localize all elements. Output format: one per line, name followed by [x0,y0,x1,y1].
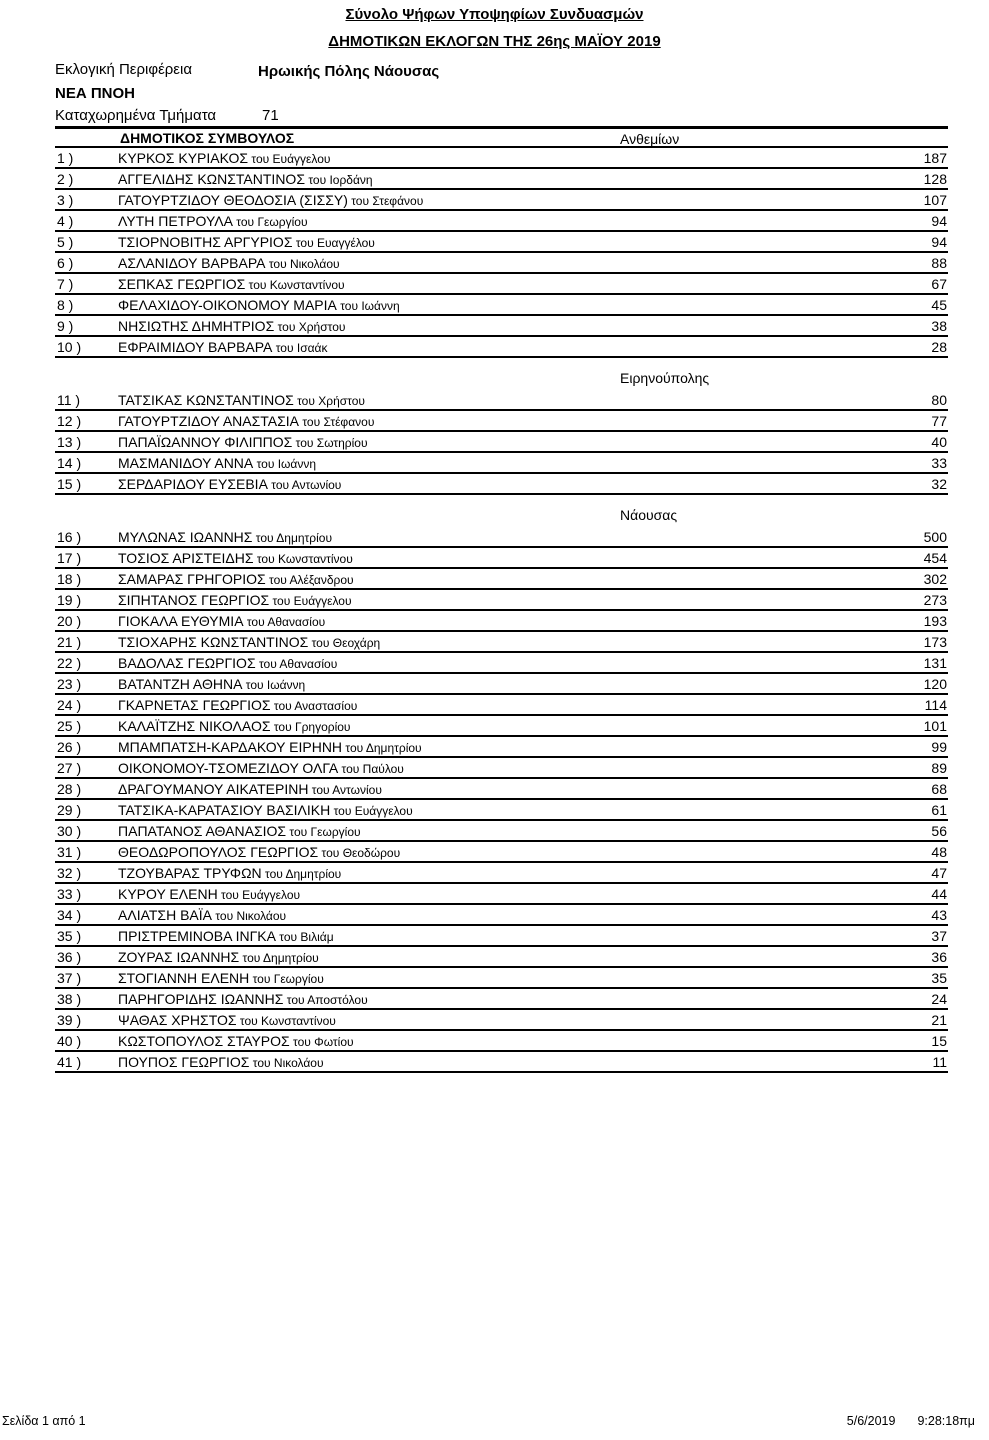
votes-value: 28 [931,338,947,355]
candidate-fullname: ΚΩΣΤΟΠΟΥΛΟΣ ΣΤΑΥΡΟΣ [118,1032,290,1049]
section-label-anthemion: Ανθεμίων [620,131,680,147]
candidate-name [118,571,924,587]
candidate-fullname: ΑΓΓΕΛΙΔΗΣ ΚΩΝΣΤΑΝΤΙΝΟΣ [118,170,305,187]
candidate-name [118,592,924,608]
candidate-fullname: ΨΑΘΑΣ ΧΡΗΣΤΟΣ [118,1011,237,1028]
candidate-fullname: ΦΕΛΑΧΙΔΟΥ-ΟΙΚΟΝΟΜΟΥ ΜΑΡΙΑ [118,296,337,313]
candidate-patronymic: του Γεωργίου [286,824,361,839]
candidate-row [55,316,948,337]
candidate-patronymic: του Αθανασίου [243,614,326,629]
footer-time: 9:28:18πμ [917,1414,975,1428]
candidate-fullname: ΚΑΛΑΪΤΖΗΣ ΝΙΚΟΛΑΟΣ [118,717,271,734]
row-number: 19 ) [57,591,82,608]
candidate-fullname: ΤΖΟΥΒΑΡΑΣ ΤΡΥΦΩΝ [118,864,262,881]
candidate-row [55,947,948,968]
candidate-row [55,148,948,169]
votes-value: 40 [931,433,947,450]
candidate-fullname: ΑΛΙΑΤΣΗ ΒΑΪΑ [118,906,212,923]
candidate-patronymic: του Θεοχάρη [308,635,381,650]
candidate-name [118,434,931,450]
votes-value: 80 [931,391,947,408]
candidate-row [55,295,948,316]
candidate-name [118,781,931,797]
candidate-name [118,1033,931,1049]
candidate-name [118,339,931,355]
candidate-name [118,550,924,566]
row-number: 6 ) [57,254,74,271]
candidate-fullname: ΤΑΤΣΙΚΑ-ΚΑΡΑΤΑΣΙΟΥ ΒΑΣΙΛΙΚΗ [118,801,331,818]
candidate-patronymic: του Παύλου [338,761,404,776]
row-number: 17 ) [57,549,82,566]
row-number: 7 ) [57,275,74,292]
footer-datetime [847,1414,986,1428]
votes-value: 77 [931,412,947,429]
candidate-row [55,842,948,863]
row-number: 35 ) [57,927,82,944]
row-number: 16 ) [57,528,82,545]
candidate-patronymic: του Ευάγγελου [217,887,301,902]
candidate-fullname: ΠΡΙΣΤΡΕΜΙΝΟΒΑ ΙΝΓΚΑ [118,927,276,944]
candidate-name [118,655,924,671]
candidate-name [118,1012,931,1028]
candidate-row [55,1052,948,1073]
row-number: 21 ) [57,633,82,650]
candidate-row [55,695,948,716]
row-number: 13 ) [57,433,82,450]
candidate-row [55,863,948,884]
candidate-fullname: ΚΥΡΚΟΣ ΚΥΡΙΑΚΟΣ [118,149,249,166]
candidate-fullname: ΕΦΡΑΙΜΙΔΟΥ ΒΑΡΒΑΡΑ [118,338,273,355]
row-number: 12 ) [57,412,82,429]
candidate-name [118,970,931,986]
section-divider [55,358,948,390]
candidate-name [118,886,931,902]
candidate-row [55,632,948,653]
candidate-patronymic: του Ιωάννη [242,677,306,692]
registered-sections-label: Καταχωρημένα Τμήματα [55,107,217,124]
candidate-fullname: ΤΟΣΙΟΣ ΑΡΙΣΤΕΙΔΗΣ [118,549,254,566]
candidate-name [118,949,931,965]
candidate-row [55,411,948,432]
candidate-row [55,474,948,495]
candidate-row [55,716,948,737]
votes-value: 173 [923,633,947,650]
candidate-fullname: ΔΡΑΓΟΥΜΑΝΟΥ ΑΙΚΑΤΕΡΙΝΗ [118,780,309,797]
row-number: 15 ) [57,475,82,492]
candidate-patronymic: του Δημητρίου [252,530,333,545]
votes-value: 101 [923,717,947,734]
candidate-patronymic: του Νικολάου [249,1055,324,1070]
section-label: Ειρηνούπολης [620,370,710,386]
candidate-patronymic: του Στεφάνου [347,193,424,208]
footer-date: 5/6/2019 [846,1414,896,1428]
candidate-name [118,255,931,271]
report-title [0,6,989,23]
row-number: 38 ) [57,990,82,1007]
candidate-name [118,150,924,166]
row-number: 1 ) [57,149,74,166]
votes-value: 61 [931,801,947,818]
section-divider [55,495,948,527]
votes-value: 273 [923,591,947,608]
electoral-district-value: Ηρωικής Πόλης Νάουσας [258,63,440,80]
electoral-district-label: Εκλογική Περιφέρεια [55,61,192,78]
candidate-fullname: ΓΙΟΚΑΛΑ ΕΥΘΥΜΙΑ [118,612,244,629]
candidate-row [55,169,948,190]
votes-value: 302 [923,570,947,587]
candidate-fullname: ΖΟΥΡΑΣ ΙΩΑΝΝΗΣ [118,948,240,965]
candidate-row [55,758,948,779]
candidate-name [118,844,931,860]
row-number: 41 ) [57,1053,82,1070]
candidate-fullname: ΣΙΠΗΤΑΝΟΣ ΓΕΩΡΓΙΟΣ [118,591,270,608]
candidate-fullname: ΜΠΑΜΠΑΤΣΗ-ΚΑΡΔΑΚΟΥ ΕΙΡΗΝΗ [118,738,343,755]
row-number: 4 ) [57,212,74,229]
candidate-fullname: ΤΣΙΟΧΑΡΗΣ ΚΩΝΣΤΑΝΤΙΝΟΣ [118,633,309,650]
candidate-patronymic: του Δημητρίου [342,740,422,755]
row-number: 33 ) [57,885,82,902]
candidate-name [118,297,931,313]
candidate-fullname: ΣΤΟΓΙΑΝΝΗ ΕΛΕΝΗ [118,969,250,986]
votes-value: 33 [931,454,947,471]
candidate-patronymic: του Αποστόλου [283,992,368,1007]
candidate-patronymic: του Χρήστου [274,319,346,334]
row-number: 20 ) [57,612,82,629]
votes-value: 37 [931,927,947,944]
candidate-fullname: ΓΑΤΟΥΡΤΖΙΔΟΥ ΘΕΟΔΟΣΙΑ (ΣΙΣΣΥ) [118,191,348,208]
candidate-fullname: ΠΟΥΠΟΣ ΓΕΩΡΓΙΟΣ [118,1053,250,1070]
candidate-fullname: ΠΑΠΑΪΩΑΝΝΟΥ ΦΙΛΙΠΠΟΣ [118,433,293,450]
votes-value: 56 [931,822,947,839]
row-number: 36 ) [57,948,82,965]
votes-value: 67 [931,275,947,292]
votes-value: 38 [931,317,947,334]
candidate-row [55,884,948,905]
candidate-row [55,1010,948,1031]
candidate-row [55,432,948,453]
party-name: ΝΕΑ ΠΝΟΗ [55,85,136,102]
row-number: 27 ) [57,759,82,776]
table-header-row [55,129,948,148]
row-number: 5 ) [57,233,74,250]
votes-value: 107 [923,191,947,208]
candidate-patronymic: του Ιωάννη [336,298,400,313]
candidate-name [118,276,931,292]
votes-value: 94 [931,212,947,229]
candidate-name [118,318,931,334]
votes-value: 48 [931,843,947,860]
votes-value: 500 [923,528,947,545]
votes-value: 114 [924,696,947,713]
votes-value: 193 [923,612,947,629]
candidate-row [55,653,948,674]
candidate-row [55,611,948,632]
row-number: 22 ) [57,654,82,671]
row-number: 14 ) [57,454,82,471]
candidate-patronymic: του Ευάγγελου [330,803,413,818]
candidate-fullname: ΠΑΡΗΓΟΡΙΔΗΣ ΙΩΑΝΝΗΣ [118,990,284,1007]
candidate-fullname: ΜΥΛΩΝΑΣ ΙΩΑΝΝΗΣ [118,528,253,545]
candidate-fullname: ΠΑΠΑΤΑΝΟΣ ΑΘΑΝΑΣΙΟΣ [118,822,287,839]
report-subtitle-text: ΔΗΜΟΤΙΚΩΝ ΕΚΛΟΓΩΝ ΤΗΣ 26ης ΜΑΪΟΥ 2019 [328,33,661,50]
votes-value: 68 [931,780,947,797]
votes-value: 131 [923,654,947,671]
votes-value: 44 [931,885,947,902]
registered-sections-value: 71 [262,107,279,124]
votes-value: 89 [931,759,947,776]
row-number: 34 ) [57,906,82,923]
candidate-fullname: ΣΕΠΚΑΣ ΓΕΩΡΓΙΟΣ [118,275,246,292]
candidate-patronymic: του Σωτηρίου [292,435,368,450]
candidate-fullname: ΣΑΜΑΡΑΣ ΓΡΗΓΟΡΙΟΣ [118,570,266,587]
candidate-name [118,823,931,839]
candidate-fullname: ΣΕΡΔΑΡΙΔΟΥ ΕΥΣΕΒΙΑ [118,475,268,492]
section-label: Νάουσας [620,507,678,523]
candidate-fullname: ΒΑΔΟΛΑΣ ΓΕΩΡΓΙΟΣ [118,654,256,671]
candidate-name [118,213,931,229]
votes-value: 47 [931,864,947,881]
candidate-patronymic: του Ιορδάνη [304,172,373,187]
candidate-row [55,1031,948,1052]
candidate-patronymic: του Κωνσταντίνου [253,551,353,566]
votes-value: 24 [931,990,947,1007]
row-number: 26 ) [57,738,82,755]
candidate-name [118,392,931,408]
candidate-name [118,760,931,776]
candidate-row [55,211,948,232]
votes-value: 88 [931,254,947,271]
table-header-office: ΔΗΜΟΤΙΚΟΣ ΣΥΜΒΟΥΛΟΣ [120,130,295,146]
candidate-row [55,453,948,474]
candidate-row [55,989,948,1010]
votes-value: 128 [923,170,947,187]
candidate-patronymic: του Στέφανου [299,414,375,429]
candidate-patronymic: του Νικολάου [265,256,340,271]
candidate-name [118,865,931,881]
candidate-patronymic: του Αναστασίου [270,698,358,713]
votes-value: 454 [923,549,947,566]
candidate-name [118,907,931,923]
candidate-name [118,476,931,492]
votes-value: 36 [931,948,947,965]
votes-value: 11 [932,1053,947,1070]
candidate-fullname: ΑΣΛΑΝΙΔΟΥ ΒΑΡΒΑΡΑ [118,254,266,271]
candidate-fullname: ΓΚΑΡΝΕΤΑΣ ΓΕΩΡΓΙΟΣ [118,696,271,713]
candidate-row [55,274,948,295]
candidate-patronymic: του Ευάγγελου [248,151,331,166]
candidate-row [55,253,948,274]
row-number: 8 ) [57,296,74,313]
votes-value: 32 [931,475,947,492]
row-number: 32 ) [57,864,82,881]
candidate-name [118,1054,932,1070]
candidate-patronymic: του Αντωνίου [267,477,342,492]
candidate-row [55,968,948,989]
row-number: 30 ) [57,822,82,839]
candidate-row [55,527,948,548]
votes-value: 99 [931,738,947,755]
candidate-patronymic: του Ισαάκ [272,340,328,355]
candidate-patronymic: του Γεωργίου [249,971,324,986]
page-indicator: Σελίδα 1 από 1 [2,1414,86,1428]
candidate-name [118,529,924,545]
candidate-row [55,190,948,211]
candidate-patronymic: του Αθανασίου [255,656,338,671]
votes-value: 21 [931,1011,947,1028]
candidate-row [55,390,948,411]
candidate-fullname: ΒΑΤΑΝΤΖΗ ΑΘΗΝΑ [118,675,243,692]
candidate-patronymic: του Γεωργίου [232,214,308,229]
candidate-fullname: ΤΣΙΟΡΝΟΒΙΤΗΣ ΑΡΓΥΡΙΟΣ [118,233,293,250]
candidate-patronymic: του Βιλιάμ [275,929,334,944]
candidate-row [55,590,948,611]
row-number: 9 ) [57,317,74,334]
candidate-fullname: ΜΑΣΜΑΝΙΔΟΥ ΑΝΝΑ [118,454,254,471]
row-number: 2 ) [57,170,74,187]
candidate-name [118,192,924,208]
candidate-fullname: ΛΥΤΗ ΠΕΤΡΟΥΛΑ [118,212,233,229]
candidate-patronymic: του Γρηγορίου [270,719,351,734]
results-table [55,126,948,1073]
row-number: 29 ) [57,801,82,818]
row-number: 39 ) [57,1011,82,1028]
votes-value: 94 [931,233,947,250]
row-number: 31 ) [57,843,82,860]
candidate-row [55,548,948,569]
candidate-fullname: ΟΙΚΟΝΟΜΟΥ-ΤΣΟΜΕΖΙΔΟΥ ΟΛΓΑ [118,759,339,776]
candidate-name [118,676,924,692]
row-number: 37 ) [57,969,82,986]
candidate-name [118,697,925,713]
report-subtitle [0,33,989,50]
candidate-row [55,800,948,821]
candidate-patronymic: του Χρήστου [293,393,365,408]
votes-value: 43 [931,906,947,923]
candidate-patronymic: του Νικολάου [212,908,287,923]
candidate-patronymic: του Κωνσταντίνου [236,1013,336,1028]
candidate-patronymic: του Θεοδώρου [318,845,401,860]
row-number: 24 ) [57,696,82,713]
candidate-fullname: ΘΕΟΔΩΡΟΠΟΥΛΟΣ ΓΕΩΡΓΙΟΣ [118,843,319,860]
candidate-name [118,634,924,650]
candidate-row [55,737,948,758]
candidate-name [118,739,931,755]
candidate-fullname: ΓΑΤΟΥΡΤΖΙΔΟΥ ΑΝΑΣΤΑΣΙΑ [118,412,300,429]
candidate-name [118,991,931,1007]
row-number: 28 ) [57,780,82,797]
candidate-patronymic: του Αντωνίου [308,782,382,797]
candidate-fullname: ΝΗΣΙΩΤΗΣ ΔΗΜΗΤΡΙΟΣ [118,317,275,334]
votes-value: 35 [931,969,947,986]
candidate-row [55,926,948,947]
row-number: 3 ) [57,191,74,208]
candidate-row [55,337,948,358]
candidate-patronymic: του Δημητρίου [239,950,319,965]
candidate-name [118,928,931,944]
candidate-patronymic: του Ευάγγελου [269,593,352,608]
candidate-name [118,718,924,734]
candidate-name [118,802,931,818]
candidate-name [118,455,931,471]
candidate-row [55,821,948,842]
candidate-patronymic: του Δημητρίου [261,866,342,881]
row-number: 25 ) [57,717,82,734]
candidate-patronymic: του Φωτίου [289,1034,354,1049]
row-number: 10 ) [57,338,82,355]
row-number: 18 ) [57,570,82,587]
report-title-text: Σύνολο Ψήφων Υποψηφίων Συνδυασμών [345,6,644,23]
candidate-row [55,232,948,253]
votes-value: 45 [931,296,947,313]
candidate-patronymic: του Ιωάννη [253,456,317,471]
candidate-patronymic: του Ευαγγέλου [292,235,375,250]
candidate-name [118,413,931,429]
candidate-fullname: ΤΑΤΣΙΚΑΣ ΚΩΝΣΤΑΝΤΙΝΟΣ [118,391,294,408]
row-number: 23 ) [57,675,82,692]
row-number: 40 ) [57,1032,82,1049]
candidate-row [55,779,948,800]
page-footer [2,1414,986,1428]
candidate-name [118,171,924,187]
candidate-row [55,905,948,926]
candidate-row [55,674,948,695]
candidate-name [118,234,931,250]
row-number: 11 ) [57,391,81,408]
votes-value: 120 [923,675,947,692]
candidate-patronymic: του Κωνσταντίνου [245,277,345,292]
candidate-patronymic: του Αλέξανδρου [265,572,354,587]
votes-value: 187 [923,149,947,166]
candidate-name [118,613,924,629]
candidate-row [55,569,948,590]
votes-value: 15 [931,1032,947,1049]
candidate-fullname: ΚΥΡΟΥ ΕΛΕΝΗ [118,885,218,902]
